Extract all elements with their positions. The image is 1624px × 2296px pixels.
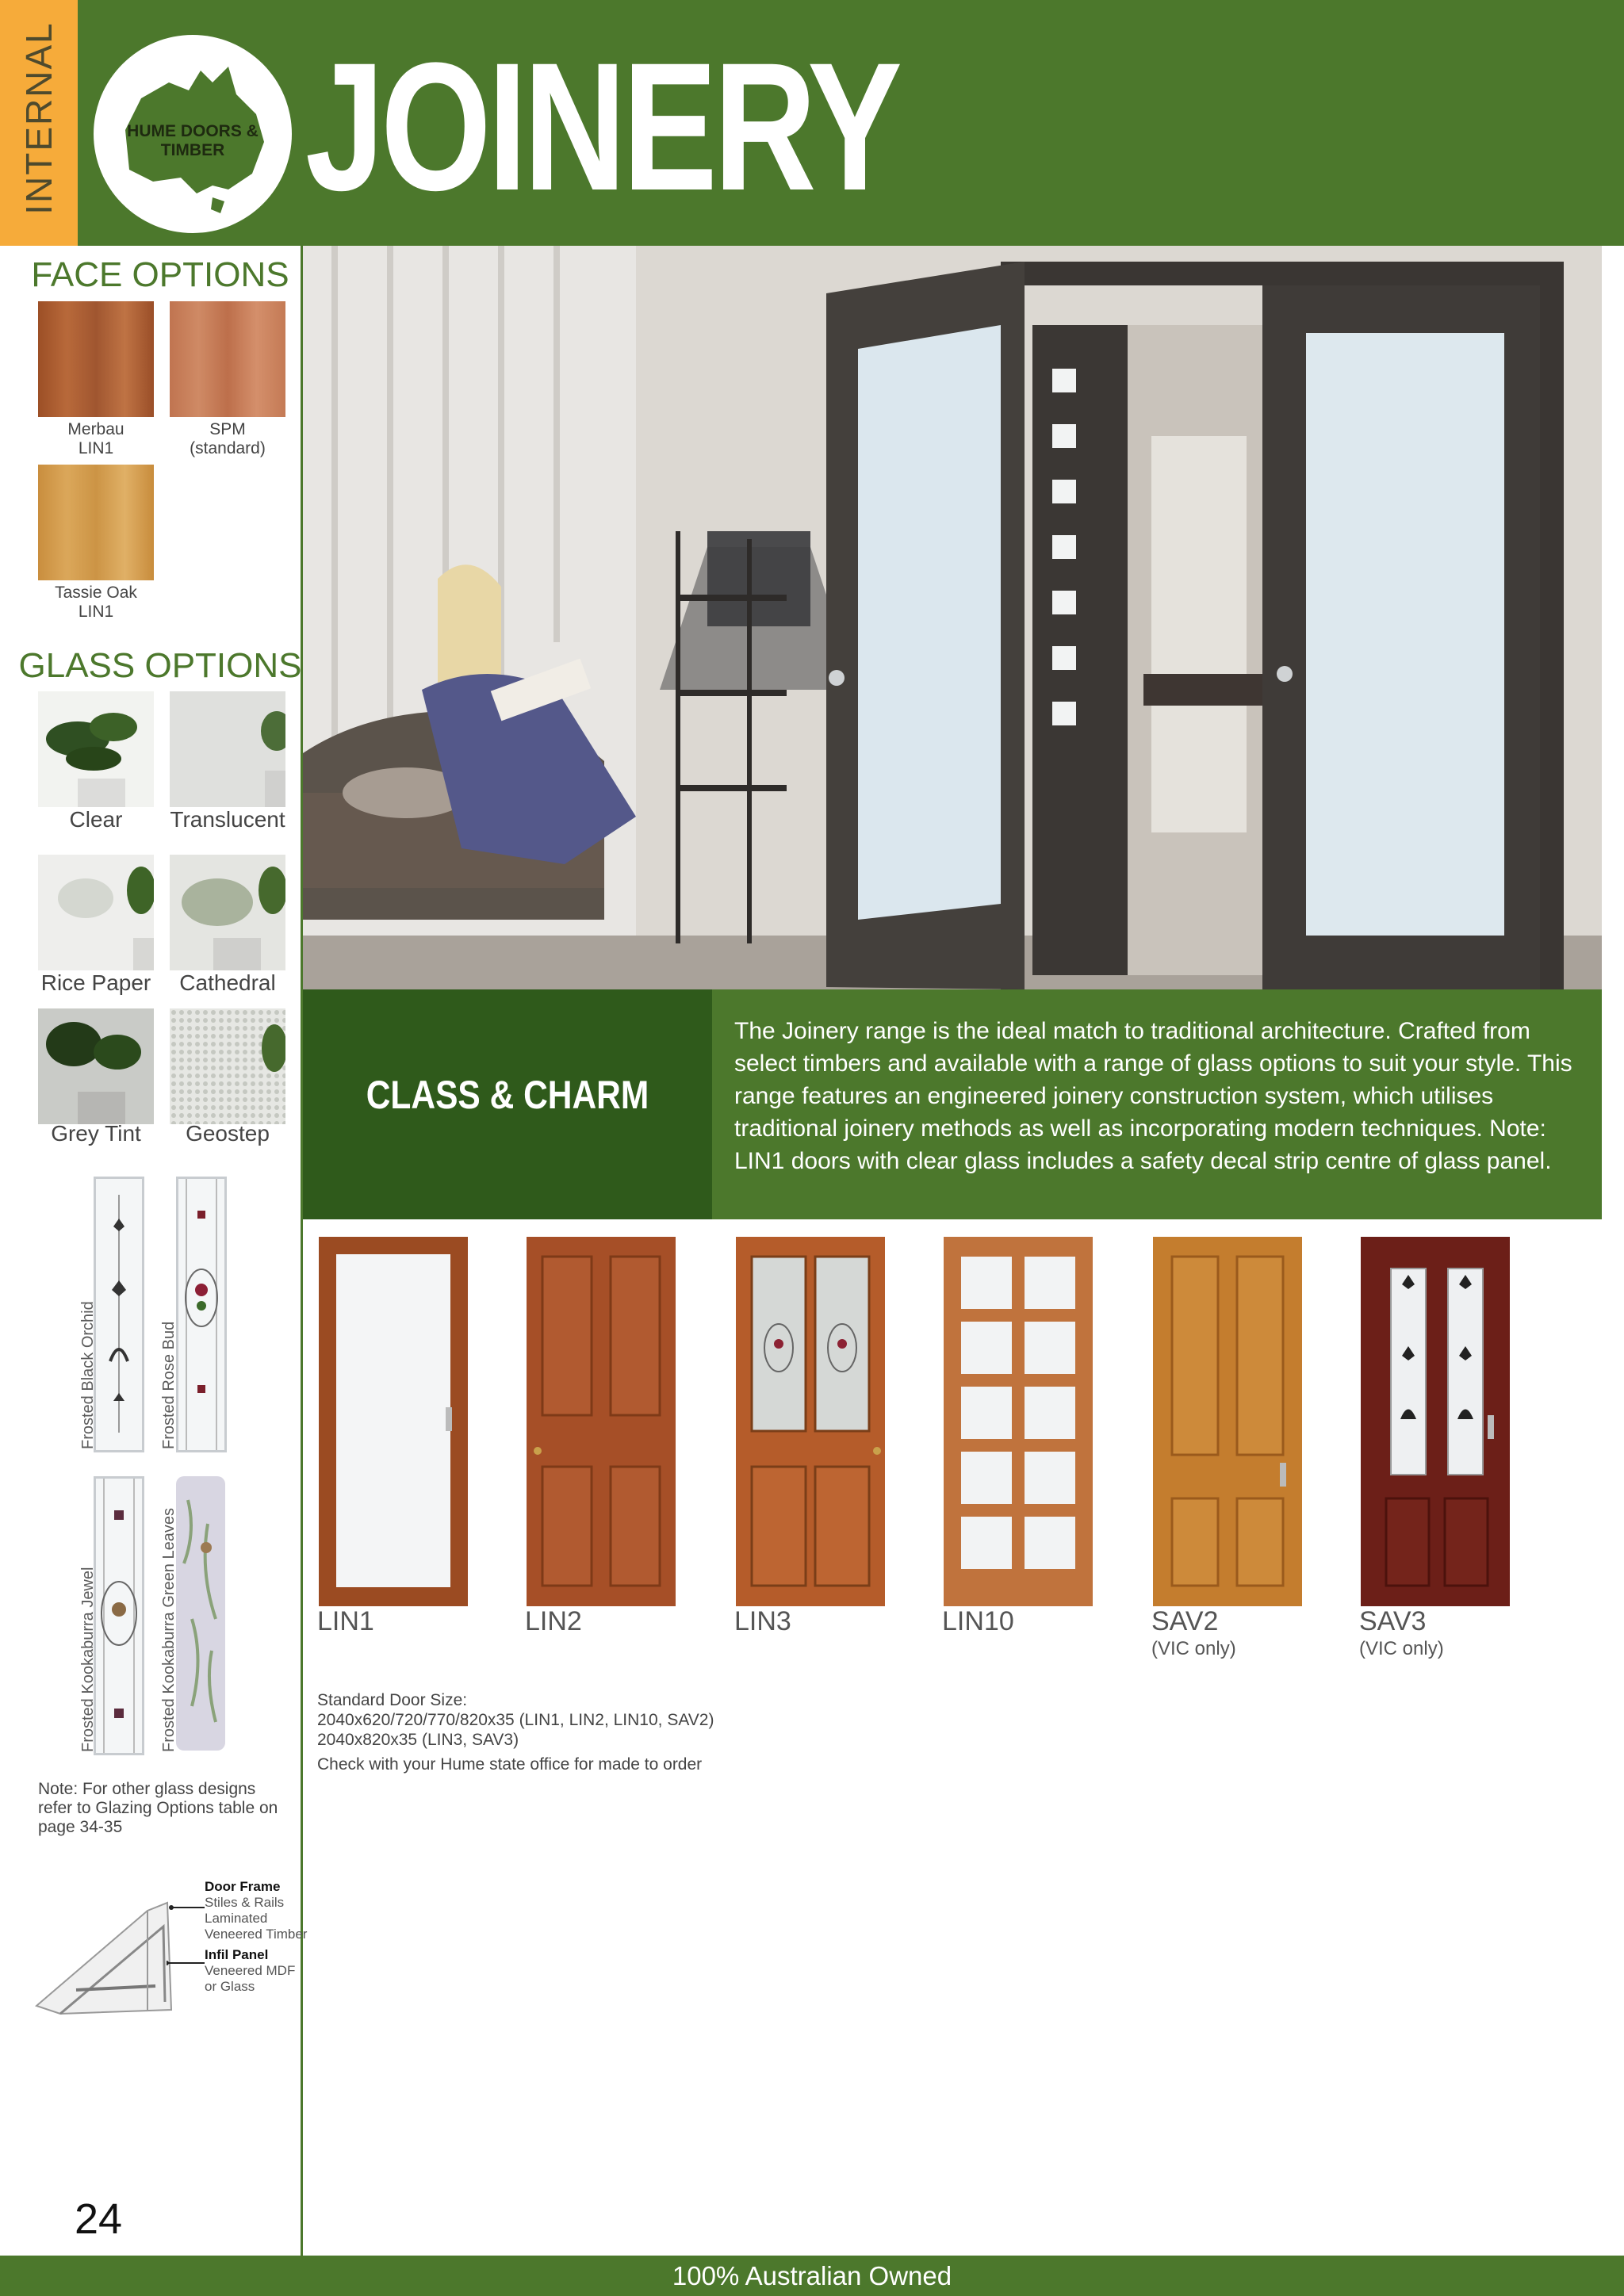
range-description: The Joinery range is the ideal match to traditional architecture. Crafted from select timbers and available with a range of glass options to suit your style. This range features an engineered joinery construction system, which utilises traditional joinery methods as well as incorporating modern techniques. Note: LIN1 doors with clear glass includes a safety decal strip centre of glass panel.	[734, 1018, 1572, 1174]
diagram-panel-desc-2: or Glass	[205, 1979, 255, 1994]
door-note-sav2: (VIC only)	[1151, 1638, 1236, 1659]
plant-icon	[38, 855, 154, 970]
glass-swatch-clear	[38, 691, 154, 807]
page-title: JOINERY	[305, 25, 899, 228]
door-frame-diagram-icon	[29, 1871, 187, 2018]
footer-slogan: 100% Australian Owned	[672, 2261, 952, 2290]
panel-caption-kookaburra-green-leaves: Frosted Kookaburra Green Leaves	[160, 1508, 178, 1752]
panel-kookaburra-jewel	[94, 1476, 144, 1755]
geostep-pattern-icon	[170, 1008, 285, 1124]
door-lin1-illustration	[319, 1237, 468, 1606]
face-caption-1: Merbau LIN1	[67, 420, 124, 457]
plant-icon	[38, 691, 154, 807]
face-swatch-spm	[170, 301, 285, 417]
leaves-pattern-icon	[176, 1476, 225, 1751]
door-size-heading: Standard Door Size:	[317, 1691, 468, 1709]
hero-photo	[303, 246, 1602, 989]
door-sav2-illustration	[1153, 1237, 1302, 1606]
glass-swatch-geostep	[170, 1008, 285, 1124]
section-tab-label: INTERNAL	[18, 21, 59, 215]
door-sav3-illustration	[1361, 1237, 1510, 1606]
diagram-leader-lines	[167, 1895, 206, 1966]
door-image-lin2	[527, 1237, 676, 1606]
plant-icon	[38, 1008, 154, 1124]
glass-swatch-cathedral	[170, 855, 285, 970]
glass-caption-clear: Clear	[69, 807, 123, 832]
diagram-labels	[205, 1879, 308, 1995]
diagram-panel-desc-1: Veneered MDF	[205, 1963, 296, 1978]
living-room-doors-illustration	[303, 246, 1602, 989]
door-image-lin3	[736, 1237, 885, 1606]
tagline-heading: CLASS & CHARM	[366, 1073, 649, 1117]
diagram-frame-desc-1: Stiles & Rails	[205, 1895, 285, 1910]
made-to-order-note: Check with your Hume state office for made to order	[317, 1755, 703, 1774]
diagram-frame-desc-3: Veneered Timber	[205, 1927, 308, 1942]
door-label-lin10: LIN10	[942, 1606, 1014, 1636]
door-image-sav3	[1361, 1237, 1510, 1606]
glass-note: Note: For other glass designs refer to Glazing Options table on page 34-35	[38, 1780, 278, 1836]
orchid-pattern-icon	[96, 1179, 142, 1450]
page-number: 24	[75, 2195, 123, 2243]
door-note-sav3: (VIC only)	[1359, 1638, 1444, 1659]
face-caption-2: SPM (standard)	[190, 420, 266, 457]
door-size-line-2: 2040x820x35 (LIN3, SAV3)	[317, 1731, 519, 1749]
diagram-panel-title: Infil Panel	[205, 1947, 269, 1962]
door-image-sav2	[1153, 1237, 1302, 1606]
glass-swatch-grey-tint	[38, 1008, 154, 1124]
door-image-lin1	[319, 1237, 468, 1606]
door-label-lin3: LIN3	[734, 1606, 791, 1636]
glass-caption-geostep: Geostep	[186, 1121, 270, 1146]
panel-caption-black-orchid: Frosted Black Orchid	[79, 1301, 97, 1449]
door-lin10-illustration	[944, 1237, 1093, 1606]
glass-caption-cathedral: Cathedral	[179, 970, 276, 995]
panel-kookaburra-green-leaves	[176, 1476, 225, 1751]
construction-diagram	[29, 1871, 187, 2018]
face-caption-3: Tassie Oak LIN1	[55, 584, 137, 621]
glass-caption-rice-paper: Rice Paper	[40, 970, 151, 995]
door-size-line-1: 2040x620/720/770/820x35 (LIN1, LIN2, LIN10, SAV2)	[317, 1711, 714, 1729]
door-lin2-illustration	[527, 1237, 676, 1606]
door-label-sav3: SAV3	[1359, 1606, 1427, 1636]
glass-swatch-rice-paper	[38, 855, 154, 970]
kookaburra-jewel-pattern-icon	[96, 1479, 142, 1753]
glass-caption-grey-tint: Grey Tint	[51, 1121, 141, 1146]
panel-black-orchid	[94, 1177, 144, 1452]
glass-options-heading: GLASS OPTIONS	[18, 646, 302, 685]
plant-icon	[170, 691, 285, 807]
door-image-lin10	[944, 1237, 1093, 1606]
diagram-frame-title: Door Frame	[205, 1879, 281, 1894]
glass-caption-translucent: Translucent	[170, 807, 285, 832]
door-label-sav2: SAV2	[1151, 1606, 1219, 1636]
brand-name: HUME DOORS & TIMBER	[127, 122, 259, 159]
panel-caption-kookaburra-jewel: Frosted Kookaburra Jewel	[79, 1567, 97, 1752]
diagram-frame-desc-2: Laminated	[205, 1911, 268, 1926]
door-label-lin2: LIN2	[525, 1606, 582, 1636]
door-size-info	[317, 1690, 1031, 1774]
panel-caption-rose-bud: Frosted Rose Bud	[160, 1321, 178, 1449]
door-lin3-illustration	[736, 1237, 885, 1606]
rose-bud-pattern-icon	[178, 1179, 224, 1450]
glass-swatch-translucent	[170, 691, 285, 807]
panel-rose-bud	[176, 1177, 227, 1452]
face-swatch-merbau	[38, 301, 154, 417]
face-options-heading: FACE OPTIONS	[31, 255, 289, 294]
plant-icon	[170, 855, 285, 970]
door-label-lin1: LIN1	[317, 1606, 374, 1636]
face-swatch-tassie-oak	[38, 465, 154, 580]
